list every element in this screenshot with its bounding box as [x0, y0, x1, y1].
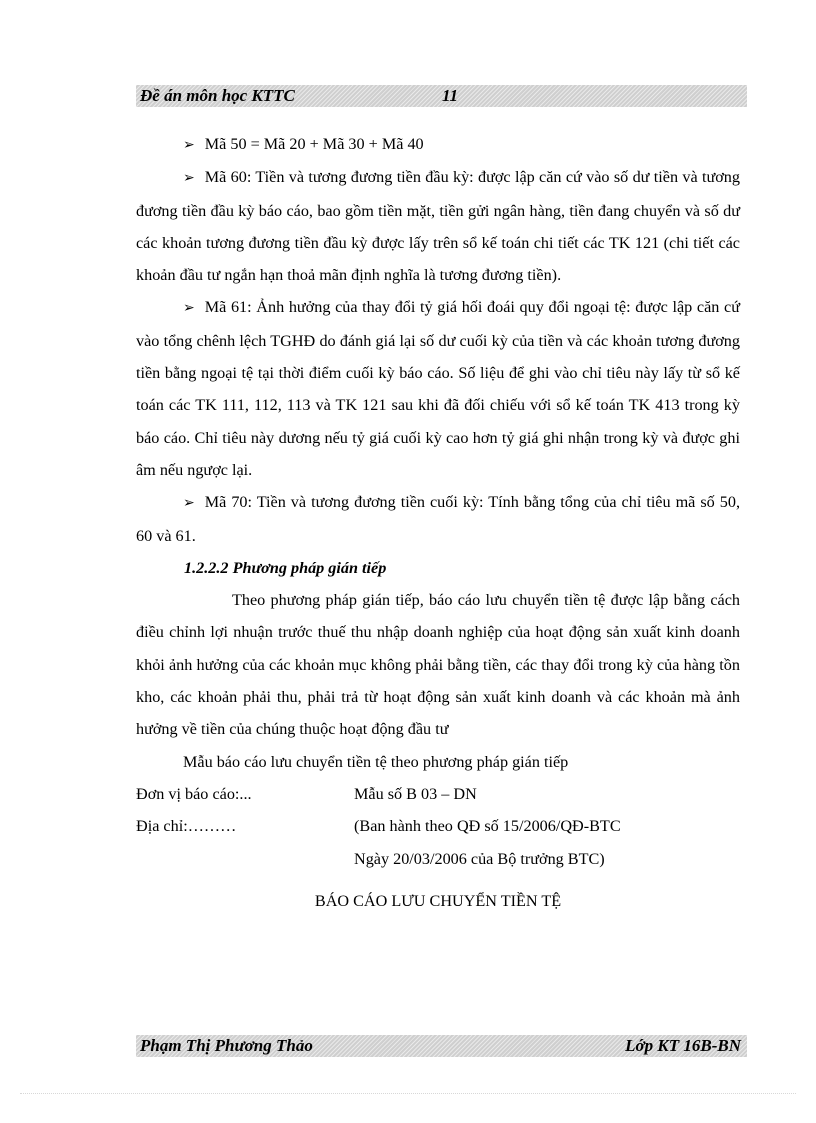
form-row-address — [136, 810, 740, 842]
page-header — [136, 85, 747, 107]
form-number: Mẫu số B 03 – DN — [354, 784, 477, 803]
header-page-number: 11 — [442, 86, 459, 105]
form-issued-date: Ngày 20/03/2006 của Bộ trưởng BTC) — [354, 849, 605, 868]
form-row-unit — [136, 778, 740, 810]
footer-class: Lớp KT 16B-BN — [625, 1036, 741, 1055]
page-footer — [136, 1035, 747, 1057]
form-row-date — [136, 843, 740, 875]
footer-author: Phạm Thị Phương Thảo — [140, 1036, 313, 1055]
section-subheading: 1.2.2.2 Phương pháp gián tiếp — [184, 558, 387, 577]
header-title: Đề án môn học KTTC — [140, 86, 295, 105]
form-issued-by: (Ban hành theo QĐ số 15/2006/QĐ-BTC — [354, 817, 621, 836]
paragraph-form-intro: Mẫu báo cáo lưu chuyển tiền tệ theo phương pháp gián tiếp — [183, 752, 569, 771]
paragraph-ma-60: ➢ Mã 60: Tiền và tương đương tiền đầu kỳ: được lập căn cứ vào số dư tiền và tương đương tiền đầu kỳ báo cáo, bao gồm tiền mặt, tiền gửi ngân hàng, tiền đang chuyển và số dư các khoản tương đương tiền đầu kỳ được lấy trên sổ kế toán chi tiết các TK 121 (chi tiết các khoản đầu tư ngắn hạn thoả mãn định nghĩa là tương đương tiền). — [136, 161, 740, 291]
page-bottom-divider — [20, 1093, 796, 1094]
form-unit-label: Đơn vị báo cáo:... — [136, 784, 252, 803]
report-title-row — [136, 885, 740, 917]
report-title: BÁO CÁO LƯU CHUYỂN TIỀN TỆ — [314, 891, 562, 910]
paragraph-ma-50: ➢ Mã 50 = Mã 20 + Mã 30 + Mã 40 — [136, 128, 740, 161]
page-body — [136, 128, 740, 917]
paragraph-ma-61: ➢ Mã 61: Ảnh hưởng của thay đổi tỷ giá hối đoái quy đổi ngoại tệ: được lập căn cứ vào tổng chênh lệch TGHĐ do đánh giá lại số dư cuối kỳ của tiền và các khoản tương đương tiền bằng ngoại tệ tại thời điểm cuối kỳ báo cáo. Số liệu để ghi vào chỉ tiêu này lấy từ sổ kế toán các TK 111, 112, 113 và TK 121 sau khi đã đối chiếu với sổ kế toán TK 413 trong kỳ báo cáo. Chỉ tiêu này dương nếu tỷ giá cuối kỳ cao hơn tỷ giá ghi nhận trong kỳ và được ghi âm nếu ngược lại. — [136, 291, 740, 486]
paragraph-indirect-method: Theo phương pháp gián tiếp, báo cáo lưu chuyển tiền tệ được lập bằng cách điều chỉnh lợi nhuận trước thuế thu nhập doanh nghiệp của hoạt động sản xuất kinh doanh khỏi ảnh hưởng của các khoản mục không phải bằng tiền, các thay đổi trong kỳ của hàng tồn kho, các khoản phải thu, phải trả từ hoạt động sản xuất kinh doanh và các khoản mà ảnh hưởng về tiền của chúng thuộc hoạt động đầu tư — [136, 591, 740, 739]
paragraph-ma-70: ➢ Mã 70: Tiền và tương đương tiền cuối kỳ: Tính bằng tổng của chỉ tiêu mã số 50, 60 và 61. — [136, 486, 740, 552]
form-address-label: Địa chỉ:……… — [136, 817, 237, 836]
